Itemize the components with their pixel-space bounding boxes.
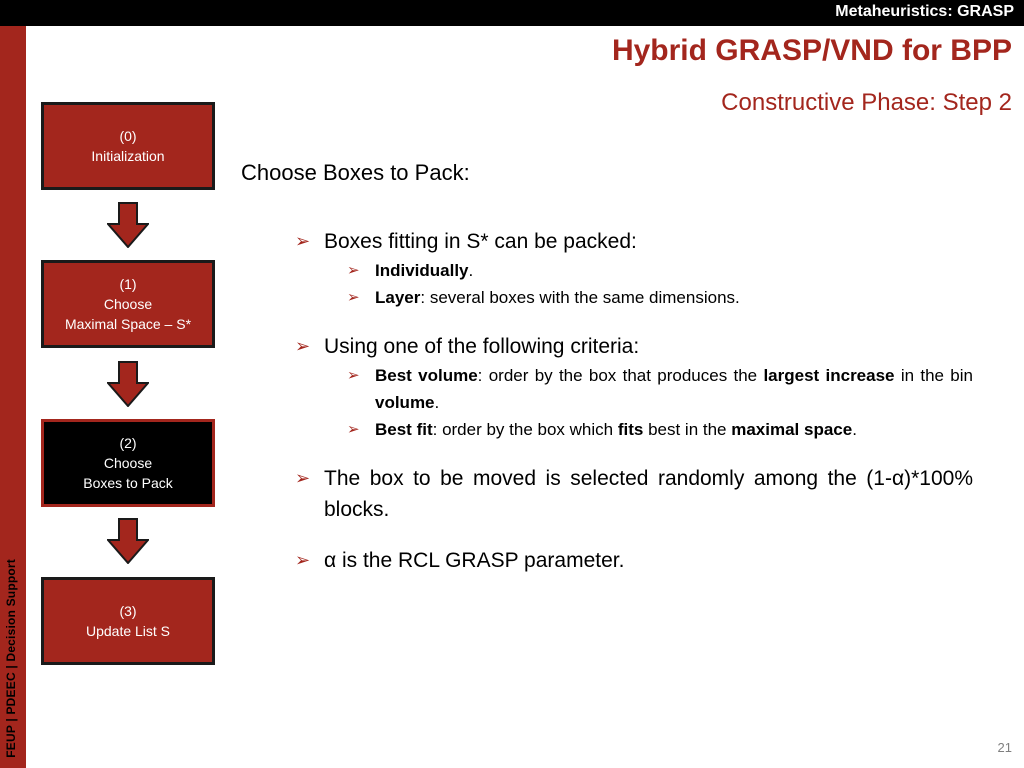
arrow-down-icon (107, 202, 149, 248)
bullet-arrow-icon: ➢ (295, 336, 311, 356)
bullet-arrow-icon: ➢ (295, 468, 311, 488)
step-0-label: Initialization (91, 148, 165, 164)
bullet-text: Using one of the following criteria: (324, 335, 640, 358)
bullet-arrow-icon: ➢ (347, 262, 360, 279)
bullet-text: Boxes fitting in S* can be packed: (324, 230, 637, 253)
bullet-arrow-icon: ➢ (347, 367, 360, 384)
bullet-random-selection (241, 463, 973, 525)
step-3-number: (3) (119, 603, 137, 619)
step-1-number: (1) (119, 276, 137, 292)
step-1-label: Choose (103, 296, 153, 312)
step-2-label: Choose (103, 455, 153, 471)
step-0-number: (0) (119, 128, 137, 144)
course-title: Metaheuristics: GRASP (835, 3, 1014, 20)
bullet-alpha (241, 545, 973, 576)
sidebar (0, 26, 26, 768)
sub-bullet-best-volume: ➢ Best volume: order by the box that produces the largest increase in the bin volume. (241, 362, 973, 416)
bullet-criteria (241, 331, 973, 362)
step-3-label: Update List S (85, 623, 171, 639)
term-individually: Individually (375, 261, 469, 280)
bullet-text: α is the RCL GRASP parameter. (324, 549, 625, 572)
slide-title: Hybrid GRASP/VND for BPP (611, 34, 1012, 67)
step-1-box (41, 260, 215, 348)
arrow-down-icon (107, 518, 149, 564)
step-2-box-active (41, 419, 215, 507)
sub-bullet-layer: ➢ Layer: several boxes with the same dimensions. (241, 284, 973, 311)
step-3-box (41, 577, 215, 665)
term-layer: Layer (375, 288, 421, 307)
sub-bullet-individually: ➢ Individually. (241, 257, 973, 284)
sidebar-text: FEUP | PDEEC | Decision Support (4, 559, 18, 758)
bullet-arrow-icon: ➢ (295, 550, 311, 570)
step-2-number: (2) (119, 435, 137, 451)
step-2-sublabel: Boxes to Pack (83, 475, 173, 491)
step-0-box (41, 102, 215, 190)
slide-subtitle: Constructive Phase: Step 2 (721, 89, 1012, 116)
slide-content (241, 160, 973, 576)
top-bar (0, 0, 1024, 26)
bullet-boxes-fitting (241, 226, 973, 257)
bullet-arrow-icon: ➢ (295, 231, 311, 251)
bullet-arrow-icon: ➢ (347, 289, 360, 306)
content-heading: Choose Boxes to Pack: (241, 160, 470, 185)
sub-bullet-best-fit: ➢ Best fit: order by the box which fits best in the maximal space. (241, 416, 973, 443)
bullet-text: The box to be moved is selected randomly among the (1-α)*100% blocks. (324, 467, 973, 521)
bullet-arrow-icon: ➢ (347, 421, 360, 438)
step-1-sublabel: Maximal Space – S* (64, 316, 192, 332)
arrow-down-icon (107, 361, 149, 407)
page-number: 21 (997, 740, 1012, 755)
